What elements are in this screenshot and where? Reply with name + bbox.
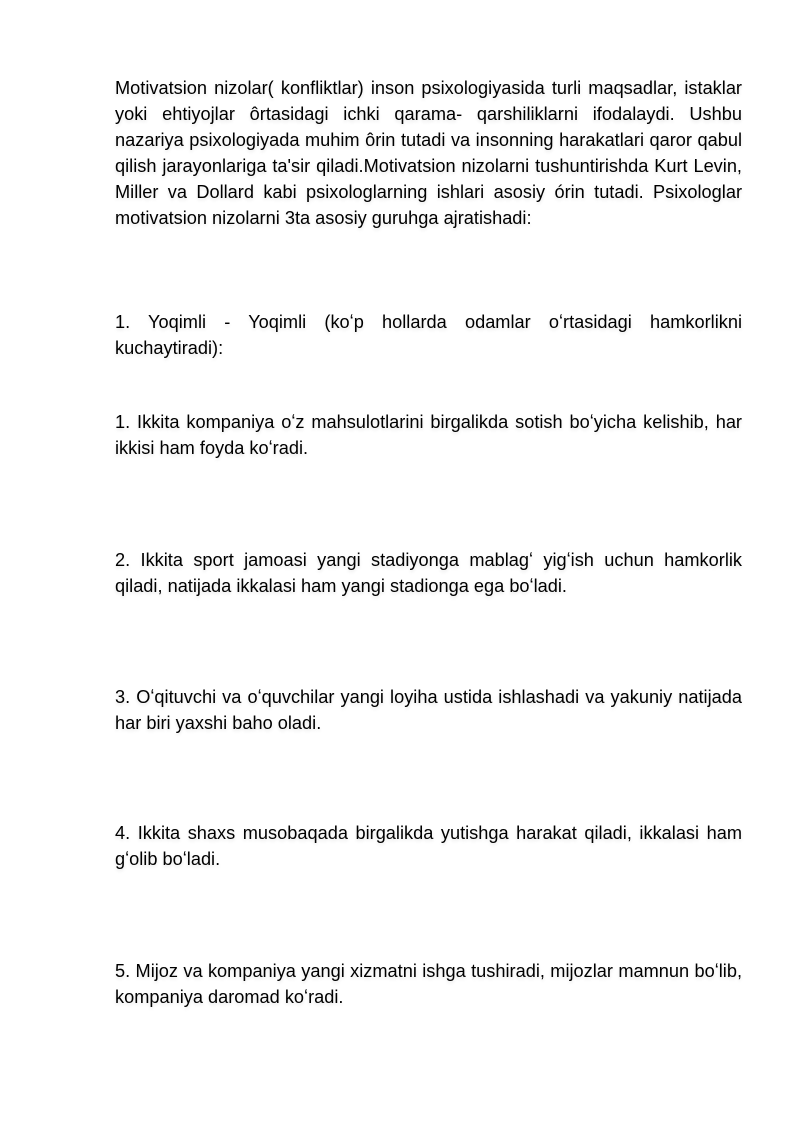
intro-paragraph: Motivatsion nizolar( konfliktlar) inson psixologiyasida turli maqsadlar, istaklar yoki ehtiyojlar ôrtasidagi ichki qarama- qarshiliklarni ifodalaydi. Ushbu nazariya psixologiyada muhim ôrin tutadi va insonning harakatlari qaror qabul qilish jarayonlariga ta'sir qiladi.Motivatsion nizolarni tushuntirishda Kurt Levin, Miller va Dollard kabi psixologlarning ishlari asosiy órin tutadi. Psixologlar motivatsion nizolarni 3ta asosiy guruhga ajratishadi: xyxy=(115,78,742,228)
list-item: 4. Ikkita shaxs musobaqada birgalikda yutishga harakat qiladi, ikkalasi ham gʻolib boʻladi. xyxy=(115,823,742,869)
list-item: 3. Oʻqituvchi va oʻquvchilar yangi loyiha ustida ishlashadi va yakuniy natijada har biri yaxshi baho oladi. xyxy=(115,687,742,733)
list-item: 1. Ikkita kompaniya oʻz mahsulotlarini birgalikda sotish boʻyicha kelishib, har ikkisi ham foyda koʻradi. xyxy=(115,412,742,458)
list-item: 5. Mijoz va kompaniya yangi xizmatni ishga tushiradi, mijozlar mamnun boʻlib, kompaniya daromad koʻradi. xyxy=(115,961,742,1007)
section-heading-1: 1. Yoqimli - Yoqimli (koʻp hollarda odamlar oʻrtasidagi hamkorlikni kuchaytiradi): xyxy=(115,312,742,358)
list-item: 2. Ikkita sport jamoasi yangi stadiyonga mablagʻ yigʻish uchun hamkorlik qiladi, natijada ikkalasi ham yangi stadionga ega boʻladi. xyxy=(115,550,742,596)
